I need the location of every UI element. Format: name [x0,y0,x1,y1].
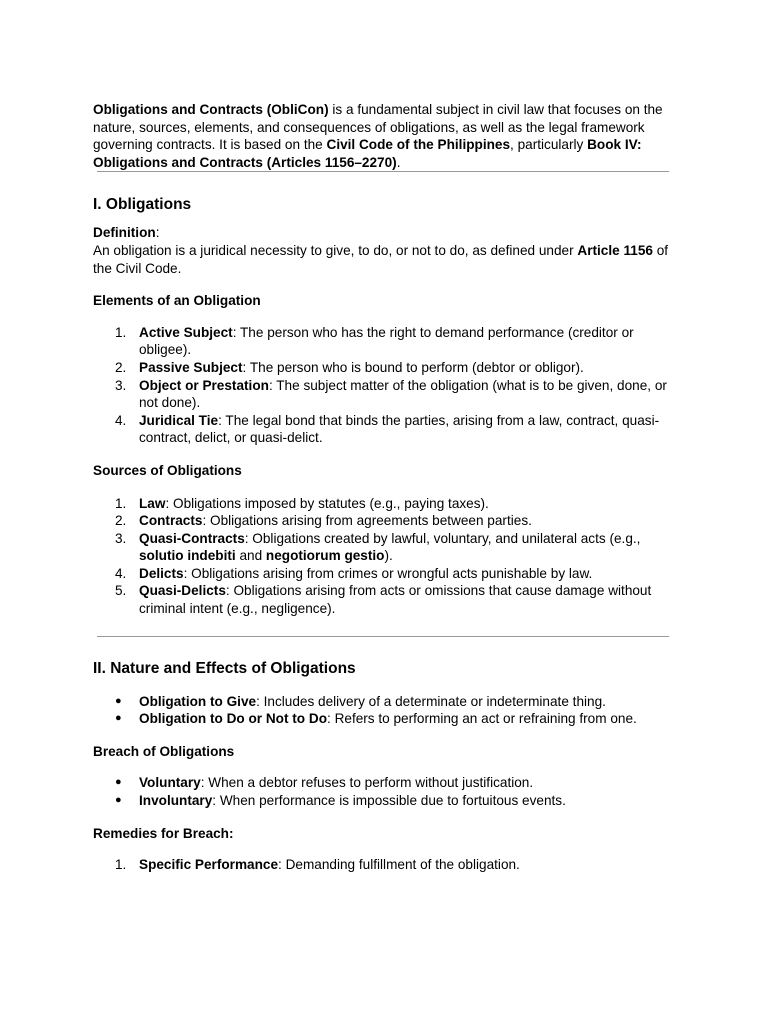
list-term: Active Subject [139,324,233,340]
intro-text: is a fundamental subject in civil law that focuses on the nature, sources, elements, and consequences of obligations, as well as the legal framework governing contracts. It is based on the [93,102,663,153]
bullet-icon: ● [115,712,122,725]
list-desc: : The person who is bound to perform (debtor or obligor). [242,359,584,375]
list-desc: : When a debtor refuses to perform without justification. [200,775,534,791]
list-number: 1. [115,324,127,340]
list-term: Specific Performance [139,857,279,873]
remedies-list [93,856,681,874]
breach-heading: Breach of Obligations [93,743,235,759]
list-item [93,495,681,513]
list-desc: : Demanding fulfillment of the obligation. [278,857,520,873]
list-desc: : Obligations arising from acts or omissions that cause damage without criminal intent (e.g., negligence). [139,583,652,617]
bullet-icon: ● [115,794,122,807]
list-item [93,582,681,617]
list-item [93,412,681,447]
list-number: 5. [115,583,127,599]
horizontal-rule [97,636,669,637]
section-heading-obligations: I. Obligations [93,196,192,214]
list-number: 2. [115,359,127,375]
definition-text: of the Civil Code. [93,242,669,276]
list-item [93,710,681,728]
intro-text: . [396,154,401,170]
list-term: Law [139,495,166,511]
list-term: Passive Subject [139,359,243,375]
list-desc: : Obligations arising from crimes or wrongful acts punishable by law. [183,565,593,581]
breach-list [93,774,681,809]
list-desc: : The subject matter of the obligation (what is to be given, done, or not done). [139,377,667,411]
list-number: 4. [115,565,127,581]
elements-list [93,324,681,447]
list-desc: : The person who has the right to demand performance (creditor or obligee). [139,324,634,358]
list-term: Delicts [139,565,184,581]
list-number: 4. [115,412,127,428]
list-desc: : When performance is impossible due to fortuitous events. [212,793,566,809]
section-heading-nature: II. Nature and Effects of Obligations [93,659,356,677]
list-term: Object or Prestation [139,377,269,393]
list-term: solutio indebiti [139,548,236,564]
elements-heading: Elements of an Obligation [93,293,261,309]
list-item [93,530,681,565]
intro-title: Obligations and Contracts (ObliCon) [93,102,329,117]
intro-text: , particularly [510,137,588,153]
list-desc: : Obligations imposed by statutes (e.g., paying taxes). [165,495,489,511]
list-term: Obligation to Do or Not to Do [139,711,328,727]
remedies-heading: Remedies for Breach: [93,825,234,841]
intro-civil-code: Civil Code of the Philippines [326,137,511,153]
list-desc: ). [384,548,393,564]
definition-text: An obligation is a juridical necessity to give, to do, or not to do, as defined under [93,242,578,258]
intro-book: Book IV: Obligations and Contracts (Articles 1156–2270) [93,137,642,170]
list-term: Contracts [139,513,203,529]
list-desc: : Obligations arising from agreements between parties. [202,513,532,529]
list-term: Involuntary [139,793,213,809]
document-page [93,101,681,874]
list-item [93,792,681,810]
list-desc: and [235,548,266,564]
bullet-icon: ● [115,776,122,789]
list-number: 3. [115,377,127,393]
list-number: 2. [115,513,127,529]
sources-heading: Sources of Obligations [93,462,242,478]
sources-list [93,495,681,618]
list-term: Obligation to Give [139,693,257,709]
definition-colon: : [155,225,160,241]
list-term: Quasi-Delicts [139,583,226,599]
definition-label: Definition [93,225,156,241]
intro-paragraph [93,101,681,171]
list-item [93,693,681,711]
horizontal-rule [97,171,669,172]
list-term: Quasi-Contracts [139,530,245,546]
list-item [93,377,681,412]
list-number: 1. [115,857,127,873]
list-number: 3. [115,530,127,546]
list-item [93,856,681,874]
list-term: Juridical Tie [139,412,219,428]
list-item [93,324,681,359]
list-item [93,359,681,377]
list-desc: : Includes delivery of a determinate or indeterminate thing. [256,693,606,709]
bullet-icon: ● [115,694,122,707]
list-item [93,774,681,792]
list-item [93,565,681,583]
list-item [93,512,681,530]
list-term: Voluntary [139,775,201,791]
nature-list [93,693,681,728]
list-desc: : Refers to performing an act or refraining from one. [327,711,637,727]
list-number: 1. [115,495,127,511]
list-term: negotiorum gestio [265,548,385,564]
definition-article: Article 1156 [577,242,653,258]
list-desc: : The legal bond that binds the parties, arising from a law, contract, quasi-contract, delict, or quasi-delict. [139,412,660,446]
definition-paragraph [93,224,681,277]
list-desc: : Obligations created by lawful, voluntary, and unilateral acts (e.g., [244,530,641,546]
